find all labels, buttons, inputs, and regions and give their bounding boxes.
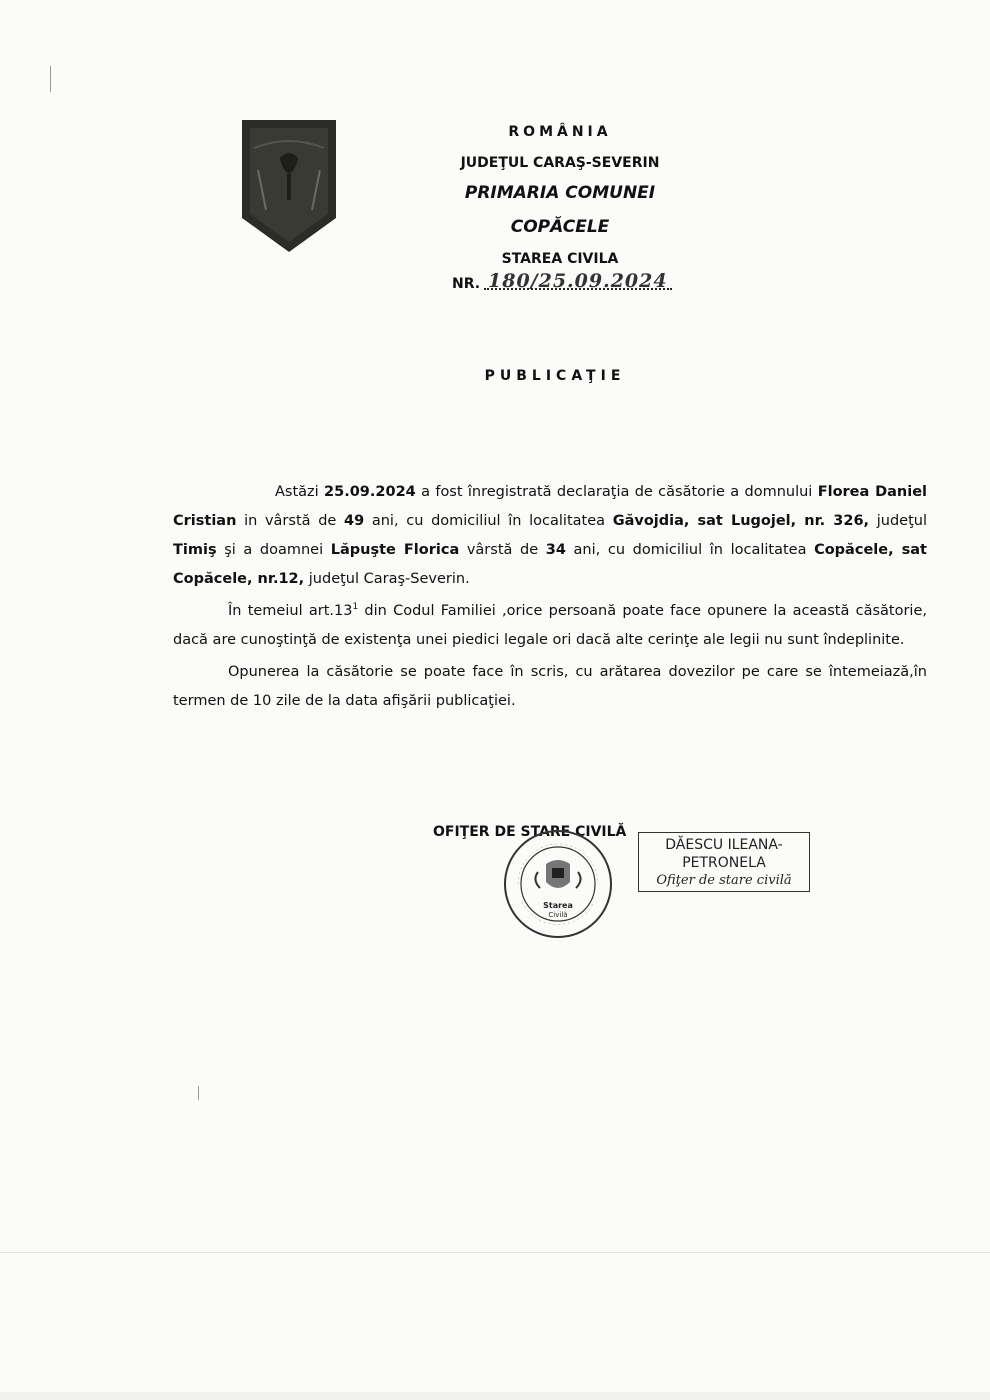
officer-name-stamp: [638, 832, 810, 892]
text: ani, cu domiciliul în localitatea: [364, 513, 613, 529]
text: judeţul: [869, 513, 927, 529]
text: in vârstă de: [236, 513, 344, 529]
text: Astăzi: [275, 484, 325, 500]
registration-number-label: NR.: [452, 276, 481, 292]
header-commune: COPĂCELE: [510, 217, 610, 237]
svg-text:Civilă: Civilă: [548, 911, 568, 919]
stamp-role: Ofiţer de stare civilă: [656, 873, 792, 888]
groom-address: Găvojdia, sat Lugojel, nr. 326,: [612, 513, 870, 529]
stamp-name: DĂESCU ILEANA-PETRONELA: [665, 837, 783, 871]
scan-mark: [50, 66, 51, 92]
header-county: JUDEŢUL CARAŞ-SEVERIN: [460, 155, 660, 171]
scan-line: [0, 1252, 990, 1253]
text: În temeiul art.13: [228, 603, 353, 619]
groom-name: Florea Daniel Cristian: [173, 484, 927, 529]
document-title: PUBLICAŢIE: [484, 368, 626, 384]
bride-age: 34: [545, 542, 566, 558]
header-institution: PRIMARIA COMUNEI: [464, 183, 656, 203]
bride-name: Lăpuşte Florica: [330, 542, 460, 558]
paragraph-declaration: [173, 478, 927, 594]
text: şi a doamnei: [216, 542, 331, 558]
registration-number-value: 180/25.09.2024: [488, 270, 668, 292]
declaration-date: 25.09.2024: [324, 484, 416, 500]
text: din Codul Familiei ,orice persoană poate face opunere la această căsătorie, dacă are cunoştinţă de existenţa unei piedici legale ori dacă alte cerinţe ale legii nu sunt îndeplinite.: [173, 603, 927, 648]
text: ani, cu domiciliul în localitatea: [565, 542, 815, 558]
text: judeţul Caraş-Severin.: [304, 571, 470, 587]
registration-number: [452, 270, 712, 306]
header-department: STAREA CIVILA: [501, 251, 619, 267]
document-body: [173, 478, 927, 719]
header-country: ROMÂNIA: [508, 124, 612, 140]
officer-label: OFIŢER DE STARE CIVILĂ: [433, 824, 627, 840]
scan-mark: [198, 1086, 199, 1100]
svg-text:Starea: Starea: [543, 901, 573, 910]
superscript: 1: [352, 602, 359, 613]
paragraph-opposition: Opunerea la căsătorie se poate face în scris, cu arătarea dovezilor pe care se întemeiază,în termen de 10 zile de la data afişării publicaţiei.: [173, 664, 927, 709]
groom-age: 49: [344, 513, 365, 529]
official-seal-icon: [502, 828, 614, 940]
paragraph-legal-basis: [173, 597, 927, 655]
bride-address: Copăcele, sat Copăcele, nr.12,: [173, 542, 927, 587]
coat-of-arms-icon: [240, 118, 338, 254]
groom-county: Timiş: [173, 542, 217, 558]
text: vârstă de: [459, 542, 546, 558]
scan-edge: [0, 1392, 990, 1400]
text: a fost înregistrată declaraţia de căsătorie a domnului: [415, 484, 818, 500]
